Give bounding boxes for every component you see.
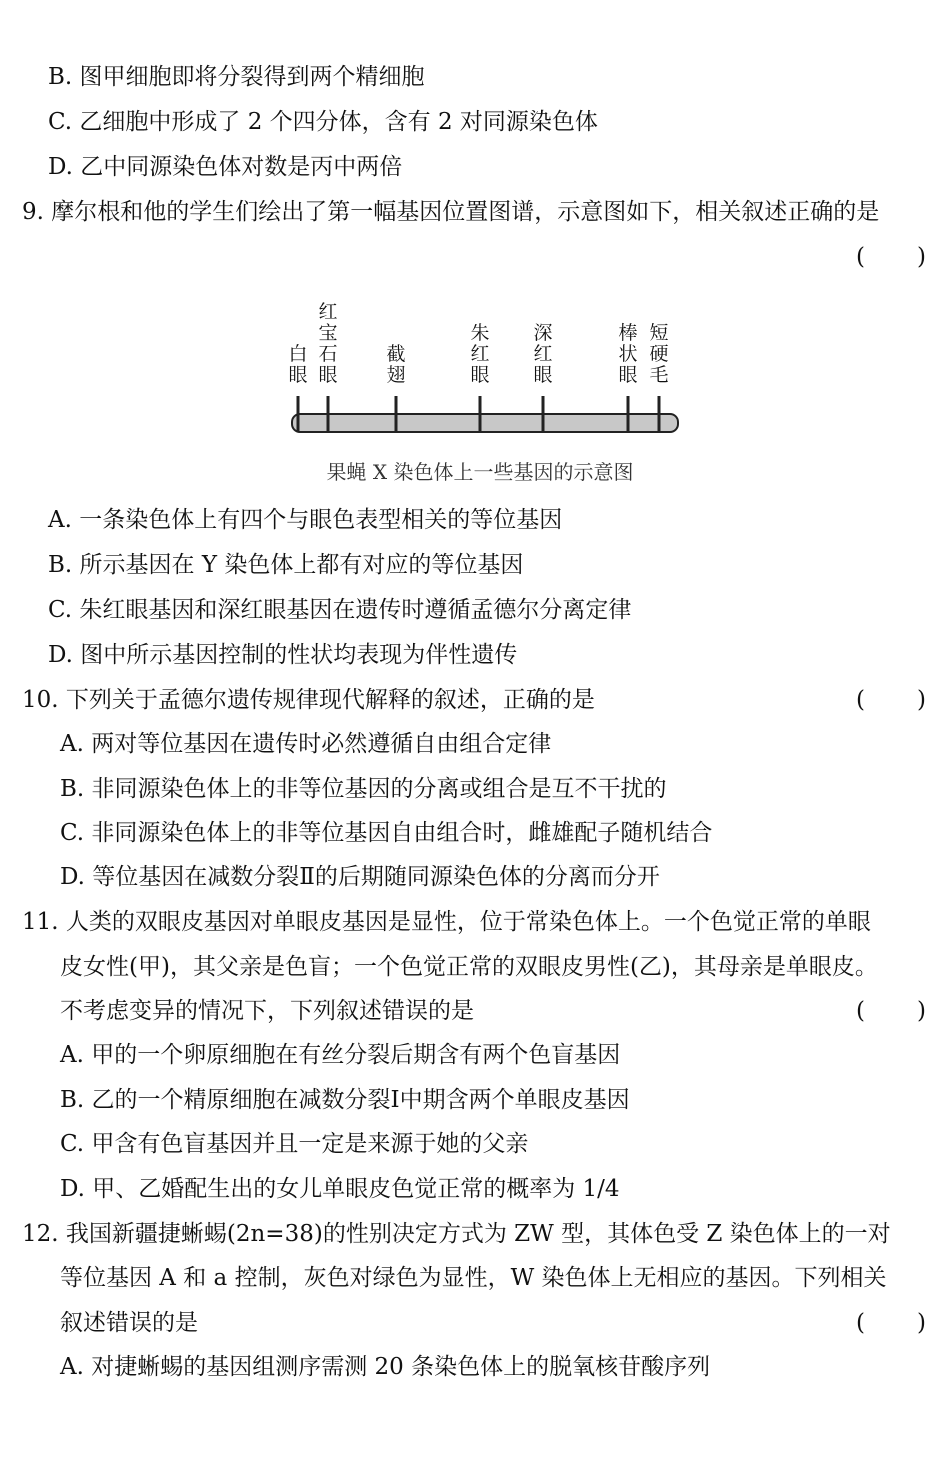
gene-label-carmine-eye: 深红眼 — [533, 322, 553, 386]
q10-option-b: B. 非同源染色体上的非等位基因的分离或组合是互不干扰的 — [60, 776, 667, 802]
gene-label-white-eye: 白眼 — [288, 343, 308, 386]
diagram-caption: 果蝇 X 染色体上一些基因的示意图 — [326, 460, 634, 484]
q10-option-d: D. 等位基因在减数分裂Ⅱ的后期随同源染色体的分离而分开 — [60, 864, 660, 890]
q9-answer-paren: ( ) — [856, 244, 928, 270]
q11-option-d: D. 甲、乙婚配生出的女儿单眼皮色觉正常的概率为 1/4 — [60, 1176, 620, 1202]
q10-option-c: C. 非同源染色体上的非等位基因自由组合时，雌雄配子随机结合 — [60, 820, 713, 846]
q10-option-a: A. 两对等位基因在遗传时必然遵循自由组合定律 — [60, 731, 552, 757]
gene-label-bar-eye: 棒状眼 — [618, 322, 638, 386]
q9-option-d: D. 图中所示基因控制的性状均表现为伴性遗传 — [48, 642, 518, 668]
gene-label-ruby-eye: 红宝石眼 — [318, 301, 338, 386]
q11-option-a: A. 甲的一个卵原细胞在有丝分裂后期含有两个色盲基因 — [60, 1042, 621, 1068]
q9-stem: 9. 摩尔根和他的学生们绘出了第一幅基因位置图谱，示意图如下，相关叙述正确的是 — [22, 199, 880, 225]
q12-stem-line-1: 12. 我国新疆捷蜥蜴(2n=38)的性别决定方式为 ZW 型，其体色受 Z 染色体上的一对 — [22, 1221, 891, 1247]
q9-option-c: C. 朱红眼基因和深红眼基因在遗传时遵循孟德尔分离定律 — [48, 597, 632, 623]
q11-option-b: B. 乙的一个精原细胞在减数分裂Ⅰ中期含两个单眼皮基因 — [60, 1087, 630, 1113]
q8-option-d: D. 乙中同源染色体对数是丙中两倍 — [48, 154, 403, 180]
gene-label-short-bristle: 短硬毛 — [649, 322, 669, 386]
q8-option-c: C. 乙细胞中形成了 2 个四分体，含有 2 对同源染色体 — [48, 109, 598, 135]
q12-option-a: A. 对捷蜥蜴的基因组测序需测 20 条染色体上的脱氧核苷酸序列 — [60, 1354, 711, 1380]
chromosome-diagram — [270, 296, 690, 486]
gene-label-vermilion-eye: 朱红眼 — [470, 322, 490, 386]
chromosome-bar — [292, 414, 678, 432]
q12-stem-line-3: 叙述错误的是 — [60, 1310, 198, 1336]
q11-answer-paren: ( ) — [856, 998, 928, 1024]
q11-stem-line-3: 不考虑变异的情况下，下列叙述错误的是 — [60, 998, 474, 1024]
q10-stem: 10. 下列关于孟德尔遗传规律现代解释的叙述，正确的是 — [22, 687, 595, 713]
q9-option-a: A. 一条染色体上有四个与眼色表型相关的等位基因 — [48, 507, 563, 533]
q11-option-c: C. 甲含有色盲基因并且一定是来源于她的父亲 — [60, 1131, 529, 1157]
gene-label-cut-wing: 截翅 — [386, 343, 406, 386]
q10-answer-paren: ( ) — [856, 687, 928, 713]
q11-stem-line-2: 皮女性(甲)，其父亲是色盲；一个色觉正常的双眼皮男性(乙)，其母亲是单眼皮。 — [60, 954, 878, 980]
q11-stem-line-1: 11. 人类的双眼皮基因对单眼皮基因是显性，位于常染色体上。一个色觉正常的单眼 — [22, 909, 871, 935]
q8-option-b: B. 图甲细胞即将分裂得到两个精细胞 — [48, 64, 425, 90]
q9-option-b: B. 所示基因在 Y 染色体上都有对应的等位基因 — [48, 552, 524, 578]
q12-answer-paren: ( ) — [856, 1310, 928, 1336]
q12-stem-line-2: 等位基因 A 和 a 控制，灰色对绿色为显性，W 染色体上无相应的基因。下列相关 — [60, 1265, 887, 1291]
